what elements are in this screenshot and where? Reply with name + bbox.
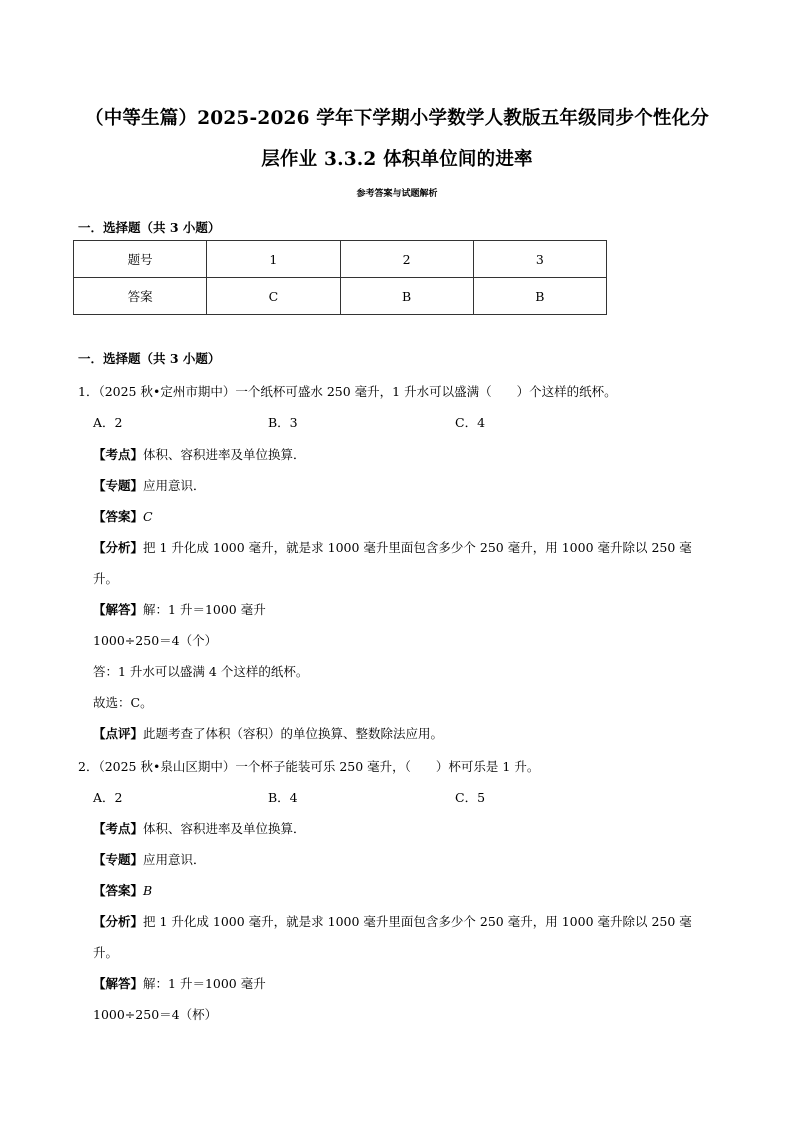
fenxi-text: 把 1 升化成 1000 毫升，就是求 1000 毫升里面包含多少个 250 毫升，用 1000 毫升除以 250 毫	[143, 914, 692, 929]
q1-option-a: A．2	[93, 415, 123, 430]
document-subtitle: 参考答案与试题解析	[356, 189, 438, 199]
kaodian-tag: 【考点】	[93, 821, 144, 836]
q2-zhuanti	[93, 850, 206, 868]
q1-jieda-line-3: 答：1 升水可以盛满 4 个这样的纸杯。	[93, 664, 309, 679]
section-heading-solutions: 一．选择题（共 3 小题）	[78, 351, 221, 366]
answer-cell: B	[340, 278, 473, 315]
dianping-tag: 【点评】	[93, 726, 144, 741]
q1-jieda-line-2: 1000÷250＝4（个）	[93, 633, 218, 648]
jieda-text: 解：1 升＝1000 毫升	[143, 602, 266, 617]
fenxi-tag: 【分析】	[93, 540, 144, 555]
kaodian-tag: 【考点】	[93, 447, 144, 462]
q1-dianping	[93, 724, 443, 742]
table-row	[74, 278, 607, 315]
table-header-cell: 答案	[74, 278, 207, 315]
q1-option-b: B．3	[268, 415, 298, 430]
daan-text: C	[143, 509, 153, 524]
q1-fenxi	[93, 538, 692, 556]
question-number-cell: 3	[473, 241, 606, 278]
fenxi-text: 把 1 升化成 1000 毫升，就是求 1000 毫升里面包含多少个 250 毫升，用 1000 毫升除以 250 毫	[143, 540, 692, 555]
q2-daan	[93, 881, 152, 899]
jieda-tag: 【解答】	[93, 602, 144, 617]
question-number-cell: 1	[207, 241, 340, 278]
answer-table	[73, 240, 607, 315]
zhuanti-text: 应用意识．	[143, 852, 206, 867]
daan-tag: 【答案】	[93, 509, 144, 524]
q2-fenxi-cont: 升。	[93, 945, 119, 960]
answer-cell: B	[473, 278, 606, 315]
q2-option-a: A．2	[93, 790, 123, 805]
q1-jieda-line-4: 故选：C。	[93, 695, 153, 710]
daan-text: B	[143, 883, 153, 898]
fenxi-tag: 【分析】	[93, 914, 144, 929]
q1-option-c: C．4	[455, 415, 486, 430]
q2-jieda-line-2: 1000÷250＝4（杯）	[93, 1007, 218, 1022]
kaodian-text: 体积、容积进率及单位换算．	[143, 821, 306, 836]
answer-cell: C	[207, 278, 340, 315]
zhuanti-tag: 【专题】	[93, 478, 144, 493]
q1-daan	[93, 507, 153, 525]
jieda-tag: 【解答】	[93, 976, 144, 991]
q2-fenxi	[93, 912, 692, 930]
jieda-text: 解：1 升＝1000 毫升	[143, 976, 266, 991]
dianping-text: 此题考查了体积（容积）的单位换算、整数除法应用。	[143, 726, 444, 741]
document-title-line-1: （中等生篇）2025-2026 学年下学期小学数学人教版五年级同步个性化分	[85, 108, 709, 129]
zhuanti-tag: 【专题】	[93, 852, 144, 867]
daan-tag: 【答案】	[93, 883, 144, 898]
q1-kaodian	[93, 445, 306, 463]
question-2-stem: 2．（2025 秋•泉山区期中）一个杯子能装可乐 250 毫升，（ ）杯可乐是 1 升。	[78, 759, 540, 774]
question-1-stem: 1．（2025 秋•定州市期中）一个纸杯可盛水 250 毫升，1 升水可以盛满（ ）个这样的纸杯。	[78, 384, 617, 399]
q2-kaodian	[93, 819, 306, 837]
table-row	[74, 241, 607, 278]
q1-fenxi-cont: 升。	[93, 571, 119, 586]
q2-option-c: C．5	[455, 790, 486, 805]
q2-option-b: B．4	[268, 790, 298, 805]
q1-zhuanti	[93, 476, 206, 494]
document-title-line-2: 层作业 3.3.2 体积单位间的进率	[261, 149, 533, 170]
table-header-cell: 题号	[74, 241, 207, 278]
kaodian-text: 体积、容积进率及单位换算．	[143, 447, 306, 462]
zhuanti-text: 应用意识．	[143, 478, 206, 493]
question-number-cell: 2	[340, 241, 473, 278]
q1-jieda	[93, 600, 266, 618]
section-heading-answers: 一．选择题（共 3 小题）	[78, 220, 221, 235]
q2-jieda	[93, 974, 266, 992]
